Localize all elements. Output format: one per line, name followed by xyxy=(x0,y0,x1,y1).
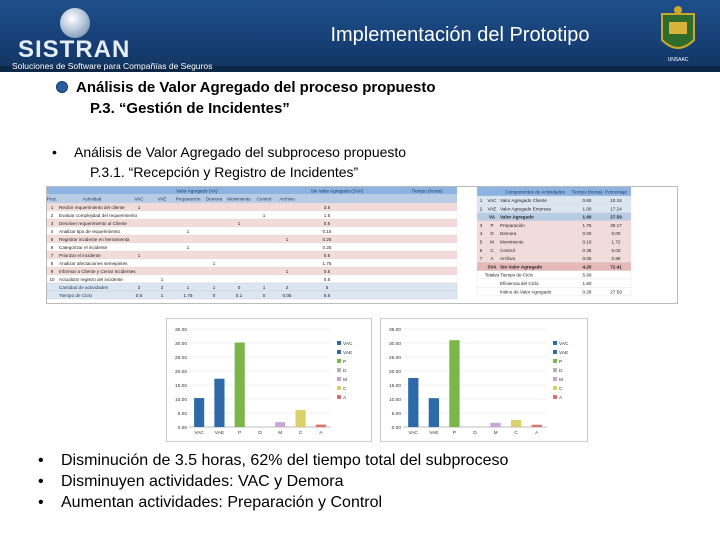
table-total-cell: 1 xyxy=(186,285,190,290)
conclusions-list xyxy=(38,450,508,513)
chart-bar xyxy=(408,378,418,427)
table-column-header: Proc. xyxy=(46,196,58,202)
x-tick-label: D xyxy=(258,431,262,436)
y-tick-label: 25.00 xyxy=(388,355,401,361)
table-total-row xyxy=(47,291,457,299)
table-cell: 0.15 xyxy=(322,229,332,234)
table-cell: Priorizar el incidente xyxy=(59,253,101,258)
table-cell: Informar a Cliente y Cerrar Incidentes xyxy=(59,269,136,274)
summary-cell: 1 xyxy=(479,198,483,203)
chart-bar xyxy=(511,420,521,427)
legend-label: C xyxy=(559,387,563,392)
summary-cell: M xyxy=(490,239,494,245)
table-cell: 4 xyxy=(50,229,54,234)
legend-swatch xyxy=(337,350,341,354)
x-tick-label: VAE xyxy=(429,431,439,436)
x-tick-label: C xyxy=(298,431,303,436)
summary-cell: Valor Agregado xyxy=(500,214,534,220)
summary-cell: 72.41 xyxy=(610,264,622,270)
summary-cell: 1.60 xyxy=(582,214,592,220)
summary-cell: 6 xyxy=(479,247,483,253)
table-cell: 1.5 xyxy=(323,213,331,218)
legend-swatch xyxy=(337,386,341,390)
y-tick-label: 10.00 xyxy=(388,397,401,403)
table-group-header: Valor Agregado (VA) xyxy=(176,188,218,194)
section-heading xyxy=(76,77,436,119)
y-tick-label: 0.00 xyxy=(177,425,187,431)
legend-swatch xyxy=(337,368,341,372)
subsection-heading xyxy=(52,142,406,182)
legend-swatch xyxy=(553,341,557,345)
conclusion-bullet: • xyxy=(38,494,44,511)
table-cell: 3 xyxy=(50,221,54,226)
table-total-cell: 0.1 xyxy=(235,293,243,298)
table-total-cell: 0 xyxy=(237,285,241,290)
summary-cell: A xyxy=(490,256,494,262)
crest-caption: UNSAAC xyxy=(667,57,689,63)
table-cell: 0.25 xyxy=(322,237,332,242)
page-title: Implementación del Prototipo xyxy=(330,24,590,46)
table-cell: 3.5 xyxy=(323,205,331,210)
summary-cell: 0.10 xyxy=(582,239,592,245)
sistran-logo xyxy=(8,6,248,71)
x-tick-label: D xyxy=(473,431,477,436)
summary-cell: 2 xyxy=(479,206,483,212)
legend-swatch xyxy=(553,395,557,399)
table-total-cell: 0.05 xyxy=(282,293,292,298)
legend-label: D xyxy=(559,369,563,374)
table-column-header: VAC xyxy=(134,196,144,202)
y-tick-label: 20.00 xyxy=(174,369,187,375)
logo-name: SISTRAN xyxy=(18,36,131,63)
table-total-cell: 1 xyxy=(160,293,164,298)
summary-cell: Valor Agregado Cliente xyxy=(500,198,547,203)
summary-cell: 1.72 xyxy=(611,239,621,245)
summary-cell: Eficiencia del Ciclo xyxy=(500,281,539,286)
chart-bar xyxy=(235,343,245,427)
summary-cell: 0.60 xyxy=(582,198,592,203)
summary-cell: 7 xyxy=(479,256,483,262)
y-tick-label: 15.00 xyxy=(388,383,401,389)
legend-swatch xyxy=(337,341,341,345)
table-cell: 7 xyxy=(50,253,54,258)
table-cell: 0.5 xyxy=(323,221,331,226)
summary-cell: 0.05 xyxy=(582,256,592,262)
subsection-line2: P.3.1. “Recepción y Registro de Incidentes” xyxy=(90,164,359,180)
y-tick-label: 35.00 xyxy=(388,327,401,333)
summary-cell: 0.00 xyxy=(611,231,621,237)
chart-bar xyxy=(449,340,459,427)
summary-cell: Valor Agregado Empresa xyxy=(500,206,551,212)
x-tick-label: A xyxy=(319,431,323,436)
summary-cell: Control xyxy=(500,247,515,253)
table-total-cell: 1 xyxy=(262,285,266,290)
legend-label: A xyxy=(559,396,563,401)
chart-bar xyxy=(275,422,285,427)
logo-mark-icon xyxy=(60,8,90,38)
summary-cell: Archivo xyxy=(500,256,516,262)
x-tick-label: M xyxy=(493,431,498,436)
summary-cell: VAE xyxy=(487,206,497,212)
table-cell: Evaluar complejidad del requerimiento xyxy=(59,213,138,218)
legend-label: D xyxy=(343,369,347,374)
summary-header: Tiempo (horas) xyxy=(571,189,603,195)
summary-cell: 27.59 xyxy=(610,214,622,220)
y-tick-label: 0.00 xyxy=(391,425,401,431)
table-cell: 1 xyxy=(212,261,216,266)
table-cell: Analizar tipo de requerimiento xyxy=(59,229,121,234)
legend-swatch xyxy=(337,359,341,363)
table-cell: Recibir requerimiento del cliente xyxy=(59,205,125,210)
table-cell: Categorizar el incidente xyxy=(59,245,108,250)
table-column-header: Actividad xyxy=(82,196,102,202)
table-cell: 0.5 xyxy=(323,253,331,258)
table-total-cell: 5 xyxy=(325,285,329,290)
table-total-cell: 0 xyxy=(262,293,266,298)
table-group-header-bg xyxy=(47,187,457,194)
summary-cell: D xyxy=(490,231,494,237)
summary-cell: 5 xyxy=(479,239,483,245)
summary-cell: 5.80 xyxy=(582,272,592,278)
legend-label: P xyxy=(559,360,563,365)
table-cell: 0.25 xyxy=(322,245,332,250)
table-total-cell: 2 xyxy=(137,285,141,290)
legend-label: P xyxy=(343,360,347,365)
conclusion-item xyxy=(38,450,508,471)
table-total-cell: 1.75 xyxy=(183,293,193,298)
summary-cell: 0.28 xyxy=(582,289,592,295)
table-total-cell: 2 xyxy=(160,285,164,290)
y-tick-label: 5.00 xyxy=(177,411,187,417)
bar-chart-current xyxy=(166,318,372,442)
table-column-header: Control xyxy=(256,196,272,202)
y-tick-label: 30.00 xyxy=(174,341,187,347)
legend-swatch xyxy=(553,377,557,381)
x-tick-label: VAC xyxy=(408,431,419,436)
table-cell: 10 xyxy=(49,277,55,282)
summary-cell: Índice de Valor Agregado xyxy=(500,289,552,295)
x-tick-label: VAE xyxy=(214,431,225,436)
table-cell: Actualizar registro del incidente xyxy=(59,277,123,282)
table-column-header: Preparación xyxy=(175,196,201,202)
summary-cell: C xyxy=(490,247,494,253)
conclusion-text: Disminuyen actividades: VAC y Demora xyxy=(61,473,344,490)
x-tick-label: C xyxy=(514,431,518,436)
chart-bar xyxy=(490,423,500,427)
legend-swatch xyxy=(553,368,557,372)
chart-bar xyxy=(296,410,306,427)
y-tick-label: 10.00 xyxy=(174,397,187,403)
chart-bar xyxy=(429,398,439,427)
value-added-table xyxy=(46,186,678,304)
table-total-row xyxy=(47,283,457,291)
conclusion-text: Disminución de 3.5 horas, 62% del tiempo total del subproceso xyxy=(61,452,509,469)
table-total-cell: 5.6 xyxy=(323,293,331,298)
table-column-header-bg xyxy=(47,194,457,203)
summary-cell: SVA xyxy=(487,264,497,270)
conclusion-item xyxy=(38,471,508,492)
table-total-label: Tiempo de Ciclo xyxy=(59,293,93,298)
legend-swatch xyxy=(337,377,341,381)
summary-cell: VAC xyxy=(487,198,497,203)
table-column-header: Movimiento xyxy=(227,196,251,202)
y-tick-label: 25.00 xyxy=(174,355,187,361)
x-tick-label: P xyxy=(238,431,242,436)
table-total-cell: 0.6 xyxy=(135,293,143,298)
conclusion-item xyxy=(38,492,508,513)
legend-label: M xyxy=(559,378,563,383)
x-tick-label: M xyxy=(278,431,283,436)
summary-cell: 1.60 xyxy=(582,281,592,286)
conclusion-bullet: • xyxy=(38,452,44,469)
subsection-bullet: • xyxy=(52,144,57,160)
summary-cell: 27.59 xyxy=(610,289,622,295)
table-cell: 1 xyxy=(262,213,266,218)
legend-label: VAC xyxy=(559,342,569,347)
table-column-header: Demora xyxy=(205,196,223,202)
table-total-cell: 0 xyxy=(212,293,216,298)
summary-cell: 1.00 xyxy=(582,206,592,212)
university-crest-icon xyxy=(656,4,700,64)
table-cell: 1 xyxy=(186,245,190,250)
summary-cell: Movimiento xyxy=(500,239,524,245)
summary-header: Componentes de Actividades xyxy=(505,189,565,195)
summary-cell: Sin Valor Agregado xyxy=(500,264,543,270)
section-bullet-icon xyxy=(56,81,68,93)
summary-cell: Tiempo de Ciclo xyxy=(500,272,534,278)
summary-cell: 3 xyxy=(479,222,483,228)
table-cell: 1 xyxy=(237,221,241,226)
summary-cell: 17.24 xyxy=(610,206,622,212)
chart-bar xyxy=(214,379,224,427)
table-column-header: Archivo xyxy=(279,196,295,202)
y-tick-label: 15.00 xyxy=(174,383,187,389)
summary-cell: 6.03 xyxy=(611,247,621,253)
y-tick-label: 5.00 xyxy=(391,411,401,417)
x-tick-label: P xyxy=(452,431,457,436)
table-cell: 8 xyxy=(50,261,54,266)
legend-swatch xyxy=(553,359,557,363)
logo-tagline: Soluciones de Software para Compañías de Seguros xyxy=(12,61,213,71)
legend-label: A xyxy=(343,396,347,401)
table-cell: 0.5 xyxy=(323,277,331,282)
summary-cell: 10.34 xyxy=(610,198,622,203)
conclusion-text: Aumentan actividades: Preparación y Control xyxy=(61,494,383,511)
summary-cell: VA xyxy=(488,214,496,220)
y-tick-label: 30.00 xyxy=(388,341,401,347)
table-cell: 9 xyxy=(50,269,54,274)
section-heading-line1: Análisis de Valor Agregado del proceso propuesto xyxy=(76,79,436,96)
table-column-header: VAE xyxy=(157,196,167,202)
legend-swatch xyxy=(337,395,341,399)
y-tick-label: 20.00 xyxy=(388,369,401,375)
table-cell: Analizar afectaciones semejantes xyxy=(59,261,128,266)
summary-cell: Totales xyxy=(484,272,500,278)
y-tick-label: 35.00 xyxy=(174,327,187,333)
legend-swatch xyxy=(553,386,557,390)
x-tick-label: VAC xyxy=(194,431,204,436)
table-cell: Registrar incidente en herramienta xyxy=(59,237,130,242)
legend-label: VAE xyxy=(559,351,569,356)
legend-label: VAC xyxy=(343,342,353,347)
x-tick-label: A xyxy=(535,431,539,436)
legend-label: VAE xyxy=(343,351,353,356)
summary-cell: 0.35 xyxy=(582,247,592,253)
chart-bar xyxy=(194,398,204,427)
bar-chart-proposed xyxy=(380,318,588,442)
table-group-header: Tiempo (horas) xyxy=(411,188,443,194)
table-row xyxy=(47,251,457,259)
summary-cell: Demora xyxy=(500,231,517,237)
table-cell: 1 xyxy=(285,237,289,242)
summary-cell: P xyxy=(490,222,494,228)
table-cell: 2 xyxy=(50,213,54,218)
table-total-cell: 2 xyxy=(285,285,289,290)
table-cell: 1 xyxy=(50,205,54,210)
legend-swatch xyxy=(553,350,557,354)
table-total-cell: 1 xyxy=(212,285,216,290)
summary-cell: 30.17 xyxy=(610,222,622,228)
table-group-header: Sin Valor Agregado (SVA) xyxy=(310,188,364,194)
summary-header: Porcentaje xyxy=(605,189,627,195)
summary-cell: 4 xyxy=(479,231,483,237)
table-cell: 0.5 xyxy=(323,269,331,274)
chart-bar xyxy=(532,425,542,427)
summary-cell: 0.00 xyxy=(582,231,592,237)
table-cell: 1 xyxy=(285,269,289,274)
summary-cell: 0.86 xyxy=(611,256,621,262)
subsection-line1: Análisis de Valor Agregado del subproceso propuesto xyxy=(74,144,407,160)
table-cell: 5 xyxy=(50,237,54,242)
chart-bar xyxy=(316,425,326,427)
legend-label: C xyxy=(343,387,347,392)
section-heading-line2: P.3. “Gestión de Incidentes” xyxy=(90,100,290,117)
conclusion-bullet: • xyxy=(38,473,44,490)
table-cell: 6 xyxy=(50,245,54,250)
summary-cell: 1.75 xyxy=(582,222,592,228)
table-cell: 1 xyxy=(137,253,141,258)
summary-cell: Preparación xyxy=(500,222,525,228)
summary-cell: 4.20 xyxy=(582,264,592,270)
header-banner xyxy=(0,0,720,72)
table-cell: 1.75 xyxy=(322,261,332,266)
table-total-label: Cantidad de actividades xyxy=(59,285,109,290)
table-cell: 1 xyxy=(160,277,164,282)
table-cell: Devolver requerimiento al Cliente xyxy=(59,221,127,226)
table-cell: 1 xyxy=(137,205,141,210)
table-row xyxy=(47,243,457,251)
table-cell: 1 xyxy=(186,229,190,234)
legend-label: M xyxy=(343,378,347,383)
